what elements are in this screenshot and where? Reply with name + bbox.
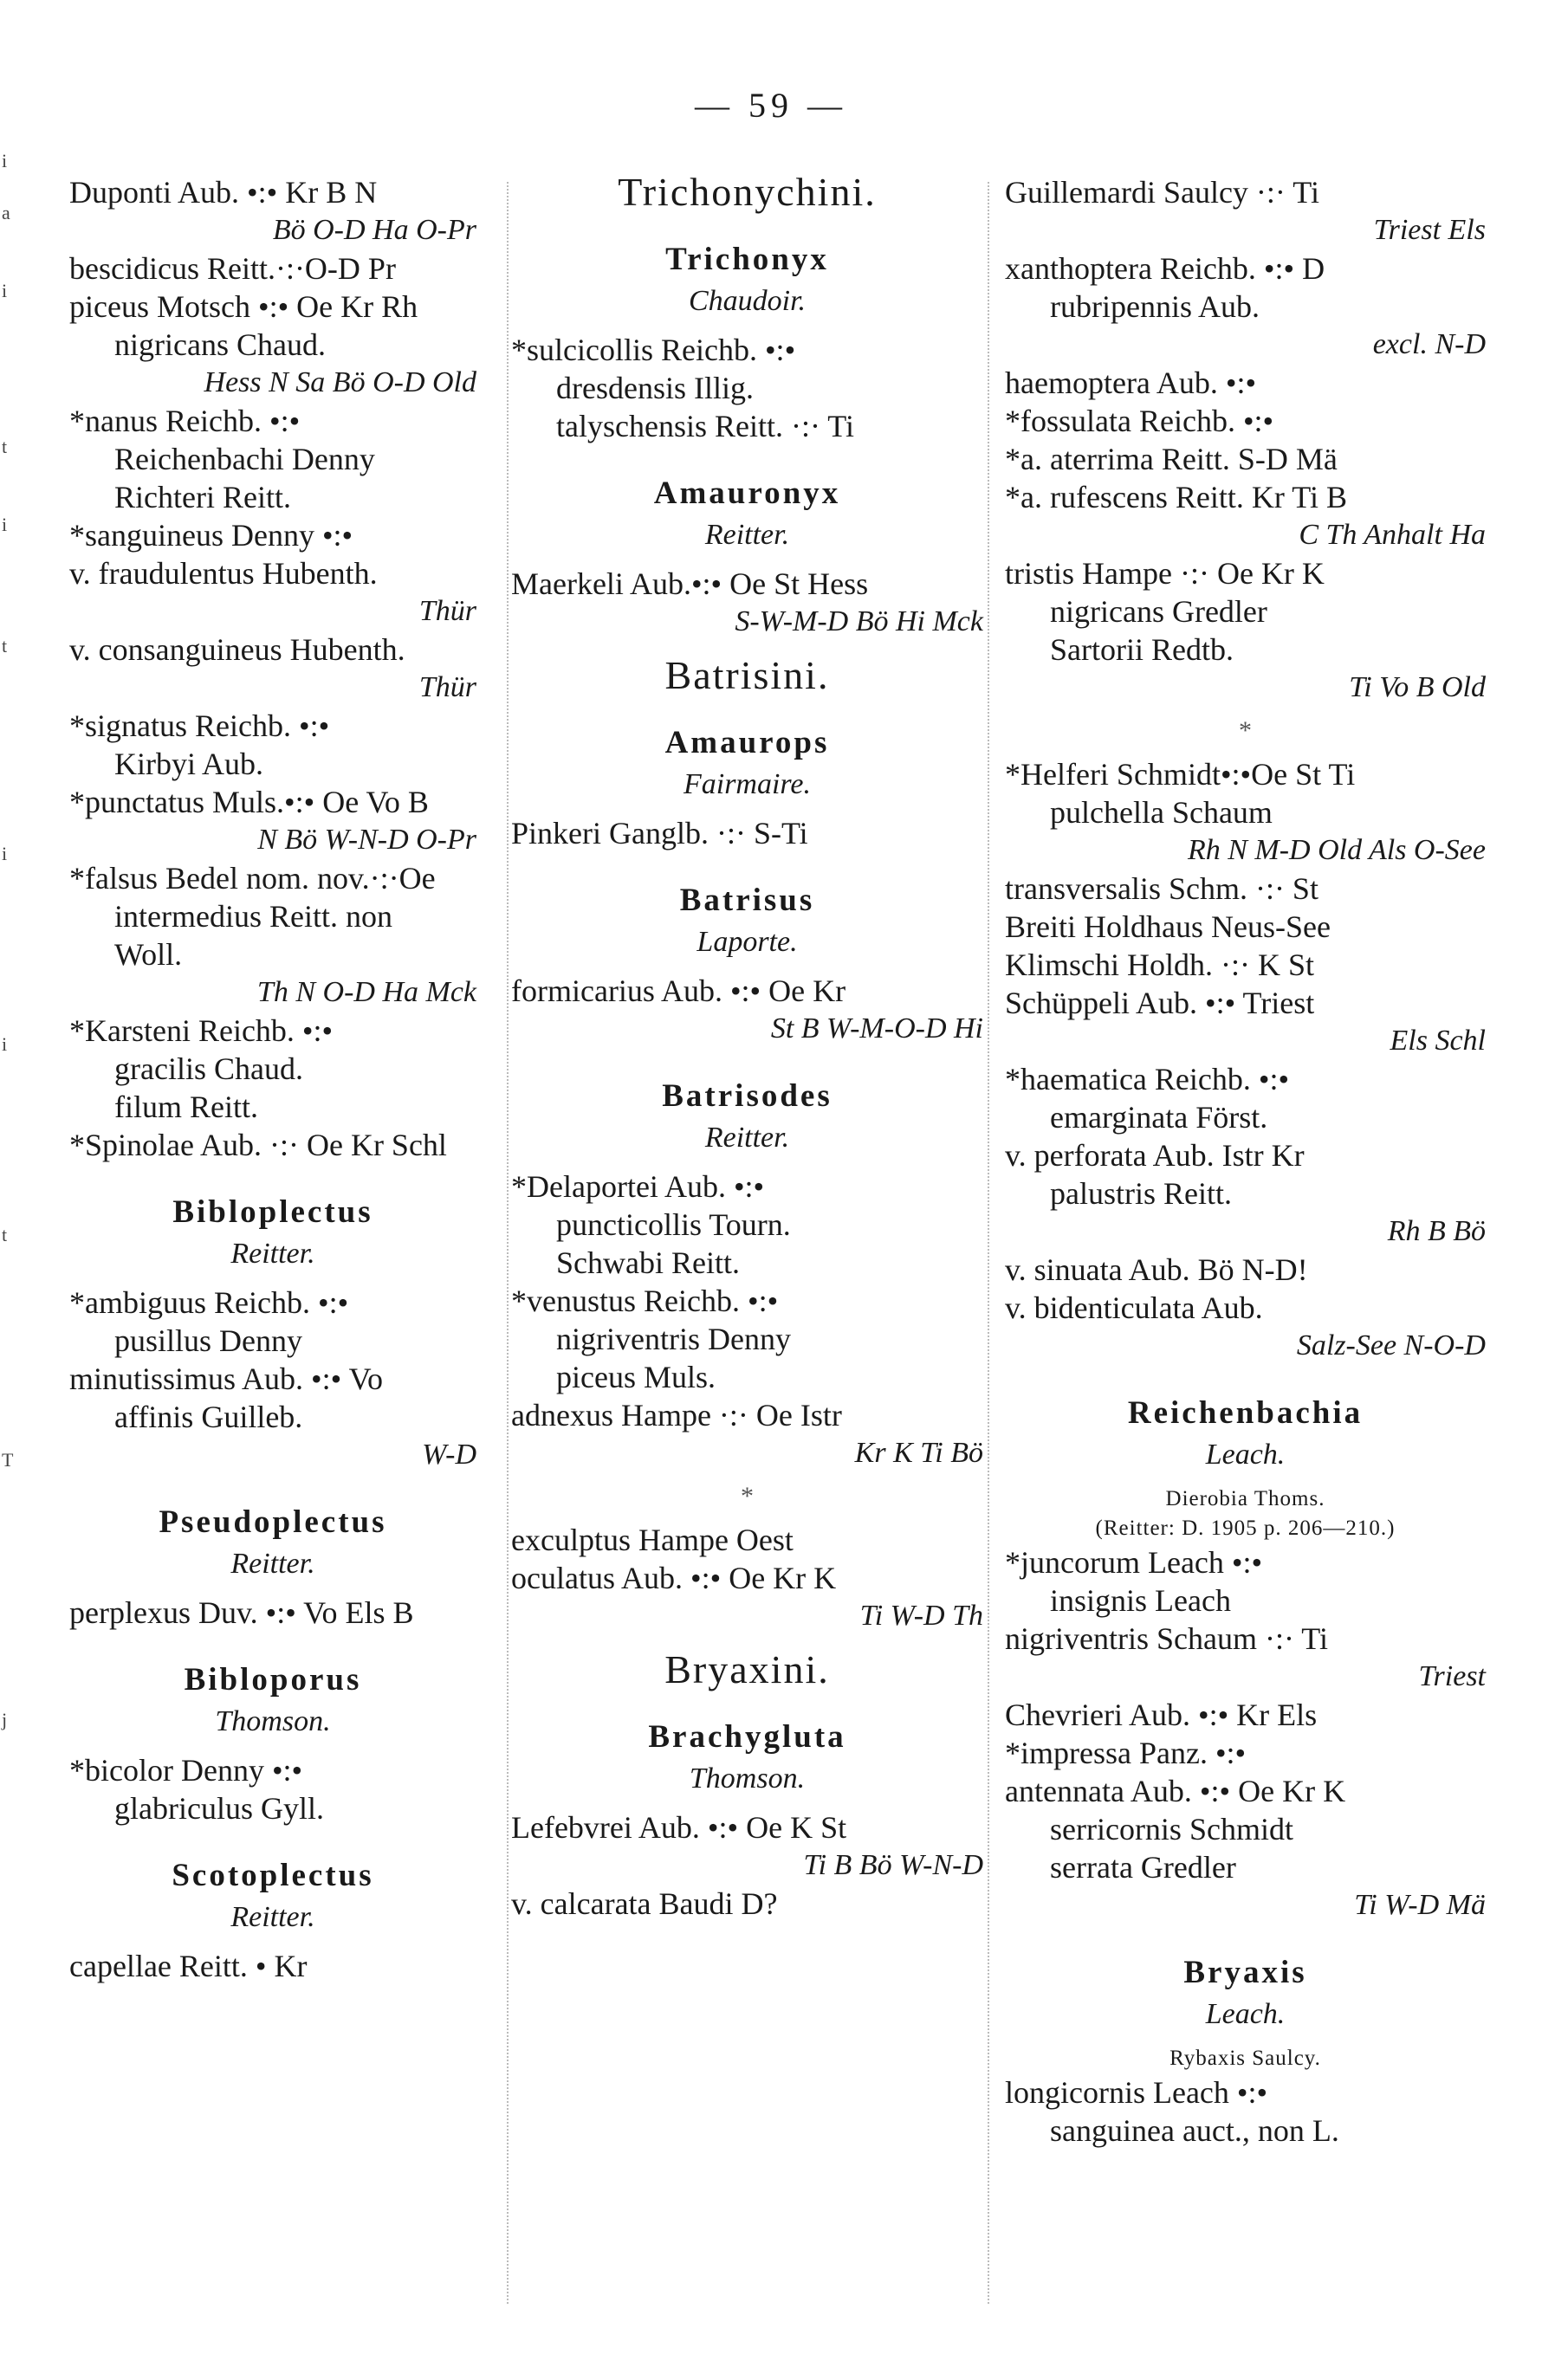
locality-line: excl. N-D	[1372, 328, 1486, 360]
species-entry: Lefebvrei Aub. •:• Oe K St	[511, 1810, 847, 1845]
genus-author: Chaudoir.	[688, 285, 807, 317]
species-entry: Pinkeri Ganglb. ·:· S-Ti	[511, 816, 808, 850]
locality-line: Salz-See N-O-D	[1296, 1329, 1486, 1361]
tribe-heading: Bryaxini.	[664, 1647, 830, 1691]
species-entry: xanthoptera Reichb. •:• D	[1005, 251, 1325, 286]
species-entry: nigricans Gredler	[1050, 594, 1267, 629]
genus-author: Reitter.	[704, 519, 790, 551]
synonym-note: Rybaxis Saulcy.	[1169, 2047, 1321, 2070]
genus-author: Laporte.	[696, 926, 798, 958]
species-entry: *a. aterrima Reitt. S-D Mä	[1005, 442, 1338, 476]
genus-heading: Scotoplectus	[172, 1858, 374, 1893]
species-entry: puncticollis Tourn.	[556, 1207, 791, 1242]
species-entry: serricornis Schmidt	[1050, 1812, 1293, 1846]
species-entry: insignis Leach	[1050, 1583, 1231, 1618]
species-entry: *bicolor Denny •:•	[69, 1753, 303, 1788]
genus-author: Leach.	[1205, 1998, 1286, 2030]
genus-heading: Batrisus	[679, 883, 815, 918]
species-entry: *fossulata Reichb. •:•	[1005, 404, 1274, 438]
species-entry: *venustus Reichb. •:•	[511, 1284, 779, 1318]
synonym-note: (Reitter: D. 1905 p. 206—210.)	[1095, 1517, 1396, 1540]
species-entry: antennata Aub. •:• Oe Kr K	[1005, 1774, 1346, 1808]
genus-author: Thomson.	[689, 1762, 806, 1795]
species-entry: dresdensis Illig.	[556, 371, 754, 405]
locality-line: Ti B Bö W-N-D	[803, 1849, 983, 1881]
locality-line: St B W-M-O-D Hi	[770, 1012, 983, 1044]
genus-heading: Amaurops	[664, 725, 830, 760]
species-entry: v. consanguineus Hubenth.	[69, 632, 405, 667]
species-entry: gracilis Chaud.	[114, 1051, 303, 1086]
species-entry: *falsus Bedel nom. nov.·:·Oe	[69, 861, 436, 896]
species-entry: Schüppeli Aub. •:• Triest	[1005, 986, 1315, 1020]
locality-line: Triest Els	[1373, 214, 1486, 246]
species-entry: Breiti Holdhaus Neus-See	[1005, 909, 1331, 944]
genus-heading: Bryaxis	[1183, 1955, 1307, 1990]
locality-line: C Th Anhalt Ha	[1299, 519, 1486, 551]
species-entry: Klimschi Holdh. ·:· K St	[1005, 947, 1314, 982]
genus-heading: Amauronyx	[653, 475, 841, 511]
locality-line: Ti W-D Mä	[1354, 1889, 1486, 1921]
locality-line: S-W-M-D Bö Hi Mck	[735, 605, 983, 637]
species-entry: Chevrieri Aub. •:• Kr Els	[1005, 1698, 1318, 1732]
species-entry: *signatus Reichb. •:•	[69, 708, 330, 743]
species-entry: *haematica Reichb. •:•	[1005, 1062, 1290, 1096]
species-entry: v. perforata Aub. Istr Kr	[1005, 1138, 1305, 1173]
species-entry: Guillemardi Saulcy ·:· Ti	[1005, 175, 1319, 210]
genus-heading: Brachygluta	[648, 1719, 846, 1755]
species-entry: v. bidenticulata Aub.	[1005, 1290, 1263, 1325]
species-entry: nigriventris Schaum ·:· Ti	[1005, 1621, 1329, 1656]
species-entry: adnexus Hampe ·:· Oe Istr	[511, 1398, 842, 1433]
locality-line: Thür	[418, 595, 476, 627]
species-entry: emarginata Först.	[1050, 1100, 1268, 1135]
species-entry: capellae Reitt. • Kr	[69, 1949, 308, 1983]
species-entry: *sanguineus Denny •:•	[69, 518, 353, 553]
genus-heading: Pseudoplectus	[159, 1504, 387, 1540]
species-entry: nigricans Chaud.	[114, 327, 326, 362]
species-entry: nigriventris Denny	[556, 1322, 791, 1356]
species-entry: *Helferi Schmidt•:•Oe St Ti	[1005, 757, 1356, 792]
genus-author: Reitter.	[230, 1548, 315, 1580]
genus-heading: Bibloporus	[184, 1662, 362, 1698]
locality-line: Ti W-D Th	[859, 1600, 983, 1632]
column-separator	[507, 182, 509, 2304]
column-right	[1005, 173, 1486, 2150]
species-entry: transversalis Schm. ·:· St	[1005, 871, 1318, 906]
species-entry: rubripennis Aub.	[1050, 289, 1260, 324]
locality-line: Els Schl	[1390, 1025, 1486, 1057]
locality-line: N Bö W-N-D O-Pr	[257, 824, 476, 856]
locality-line: Rh B Bö	[1387, 1215, 1486, 1247]
genus-heading: Reichenbachia	[1127, 1395, 1364, 1431]
species-entry: affinis Guilleb.	[114, 1400, 303, 1434]
species-entry: glabriculus Gyll.	[114, 1791, 324, 1826]
species-entry: Richteri Reitt.	[114, 480, 291, 514]
species-entry: palustris Reitt.	[1050, 1176, 1232, 1211]
locality-line: Hess N Sa Bö O-D Old	[204, 366, 476, 398]
species-entry: piceus Motsch •:• Oe Kr Rh	[69, 289, 418, 324]
species-entry: serrata Gredler	[1050, 1850, 1236, 1885]
synonym-note: Dierobia Thoms.	[1165, 1487, 1325, 1510]
locality-line: Th N O-D Ha Mck	[256, 976, 476, 1008]
genus-author: Leach.	[1205, 1439, 1286, 1471]
species-entry: formicarius Aub. •:• Oe Kr	[511, 973, 846, 1008]
species-entry: v. sinuata Aub. Bö N-D!	[1005, 1252, 1308, 1287]
species-entry: sanguinea auct., non L.	[1050, 2113, 1339, 2148]
species-entry: v. calcarata Baudi D?	[511, 1886, 778, 1921]
species-entry: v. fraudulentus Hubenth.	[69, 556, 378, 591]
species-entry: intermedius Reitt. non	[114, 899, 392, 934]
species-entry: *juncorum Leach •:•	[1005, 1545, 1263, 1580]
species-entry: haemoptera Aub. •:•	[1005, 365, 1257, 400]
tribe-heading: Trichonychini.	[618, 170, 877, 214]
species-entry: pulchella Schaum	[1050, 795, 1273, 830]
column-separator	[988, 182, 989, 2304]
species-entry: longicornis Leach •:•	[1005, 2075, 1268, 2110]
species-entry: filum Reitt.	[114, 1090, 258, 1124]
genus-heading: Batrisodes	[662, 1078, 833, 1114]
genus-heading: Trichonyx	[665, 242, 829, 277]
genus-heading: Bibloplectus	[172, 1194, 373, 1230]
species-entry: *Karsteni Reichb. •:•	[69, 1013, 334, 1048]
locality-line: W-D	[422, 1439, 476, 1471]
locality-line: Kr K Ti Bö	[854, 1437, 983, 1469]
species-entry: *punctatus Muls.•:• Oe Vo B	[69, 785, 429, 819]
species-entry: tristis Hampe ·:· Oe Kr K	[1005, 556, 1325, 591]
species-entry: *sulcicollis Reichb. •:•	[511, 333, 796, 367]
locality-line: Rh N M-D Old Als O-See	[1187, 834, 1486, 866]
species-entry: Duponti Aub. •:• Kr B N	[69, 175, 378, 210]
species-entry: *nanus Reichb. •:•	[69, 404, 301, 438]
species-entry: oculatus Aub. •:• Oe Kr K	[511, 1561, 837, 1595]
species-entry: *Delaportei Aub. •:•	[511, 1169, 765, 1204]
species-entry: pusillus Denny	[114, 1323, 303, 1358]
page-number: — 59 —	[695, 86, 847, 125]
species-entry: exculptus Hampe Oest	[511, 1523, 794, 1557]
species-entry: *ambiguus Reichb. •:•	[69, 1285, 349, 1320]
species-entry: perplexus Duv. •:• Vo Els B	[69, 1595, 414, 1630]
section-asterisk: *	[741, 1482, 754, 1510]
species-entry: Maerkeli Aub.•:• Oe St Hess	[511, 566, 869, 601]
species-entry: minutissimus Aub. •:• Vo	[69, 1361, 383, 1396]
species-entry: talyschensis Reitt. ·:· Ti	[556, 409, 855, 443]
species-entry: Sartorii Redtb.	[1050, 632, 1234, 667]
species-entry: *Spinolae Aub. ·:· Oe Kr Schl	[69, 1128, 447, 1162]
section-asterisk: *	[1239, 716, 1252, 745]
species-entry: Schwabi Reitt.	[556, 1245, 740, 1280]
genus-author: Thomson.	[215, 1705, 331, 1737]
locality-line: Ti Vo B Old	[1349, 671, 1486, 703]
species-entry: piceus Muls.	[556, 1360, 716, 1394]
species-entry: *a. rufescens Reitt. Kr Ti B	[1005, 480, 1347, 514]
column-middle	[511, 170, 983, 1923]
locality-line: Bö O-D Ha O-Pr	[272, 214, 476, 246]
species-entry: Kirbyi Aub.	[114, 747, 264, 781]
column-left	[69, 173, 476, 1985]
genus-author: Fairmaire.	[683, 768, 811, 800]
species-entry: bescidicus Reitt.·:·O-D Pr	[69, 251, 396, 286]
genus-author: Reitter.	[704, 1122, 790, 1154]
species-entry: *impressa Panz. •:•	[1005, 1736, 1247, 1770]
genus-author: Reitter.	[230, 1238, 315, 1270]
genus-author: Reitter.	[230, 1901, 315, 1933]
species-entry: Reichenbachi Denny	[114, 442, 375, 476]
locality-line: Thür	[418, 671, 476, 703]
species-entry: Woll.	[114, 937, 183, 972]
locality-line: Triest	[1418, 1660, 1486, 1692]
tribe-heading: Batrisini.	[664, 653, 830, 697]
